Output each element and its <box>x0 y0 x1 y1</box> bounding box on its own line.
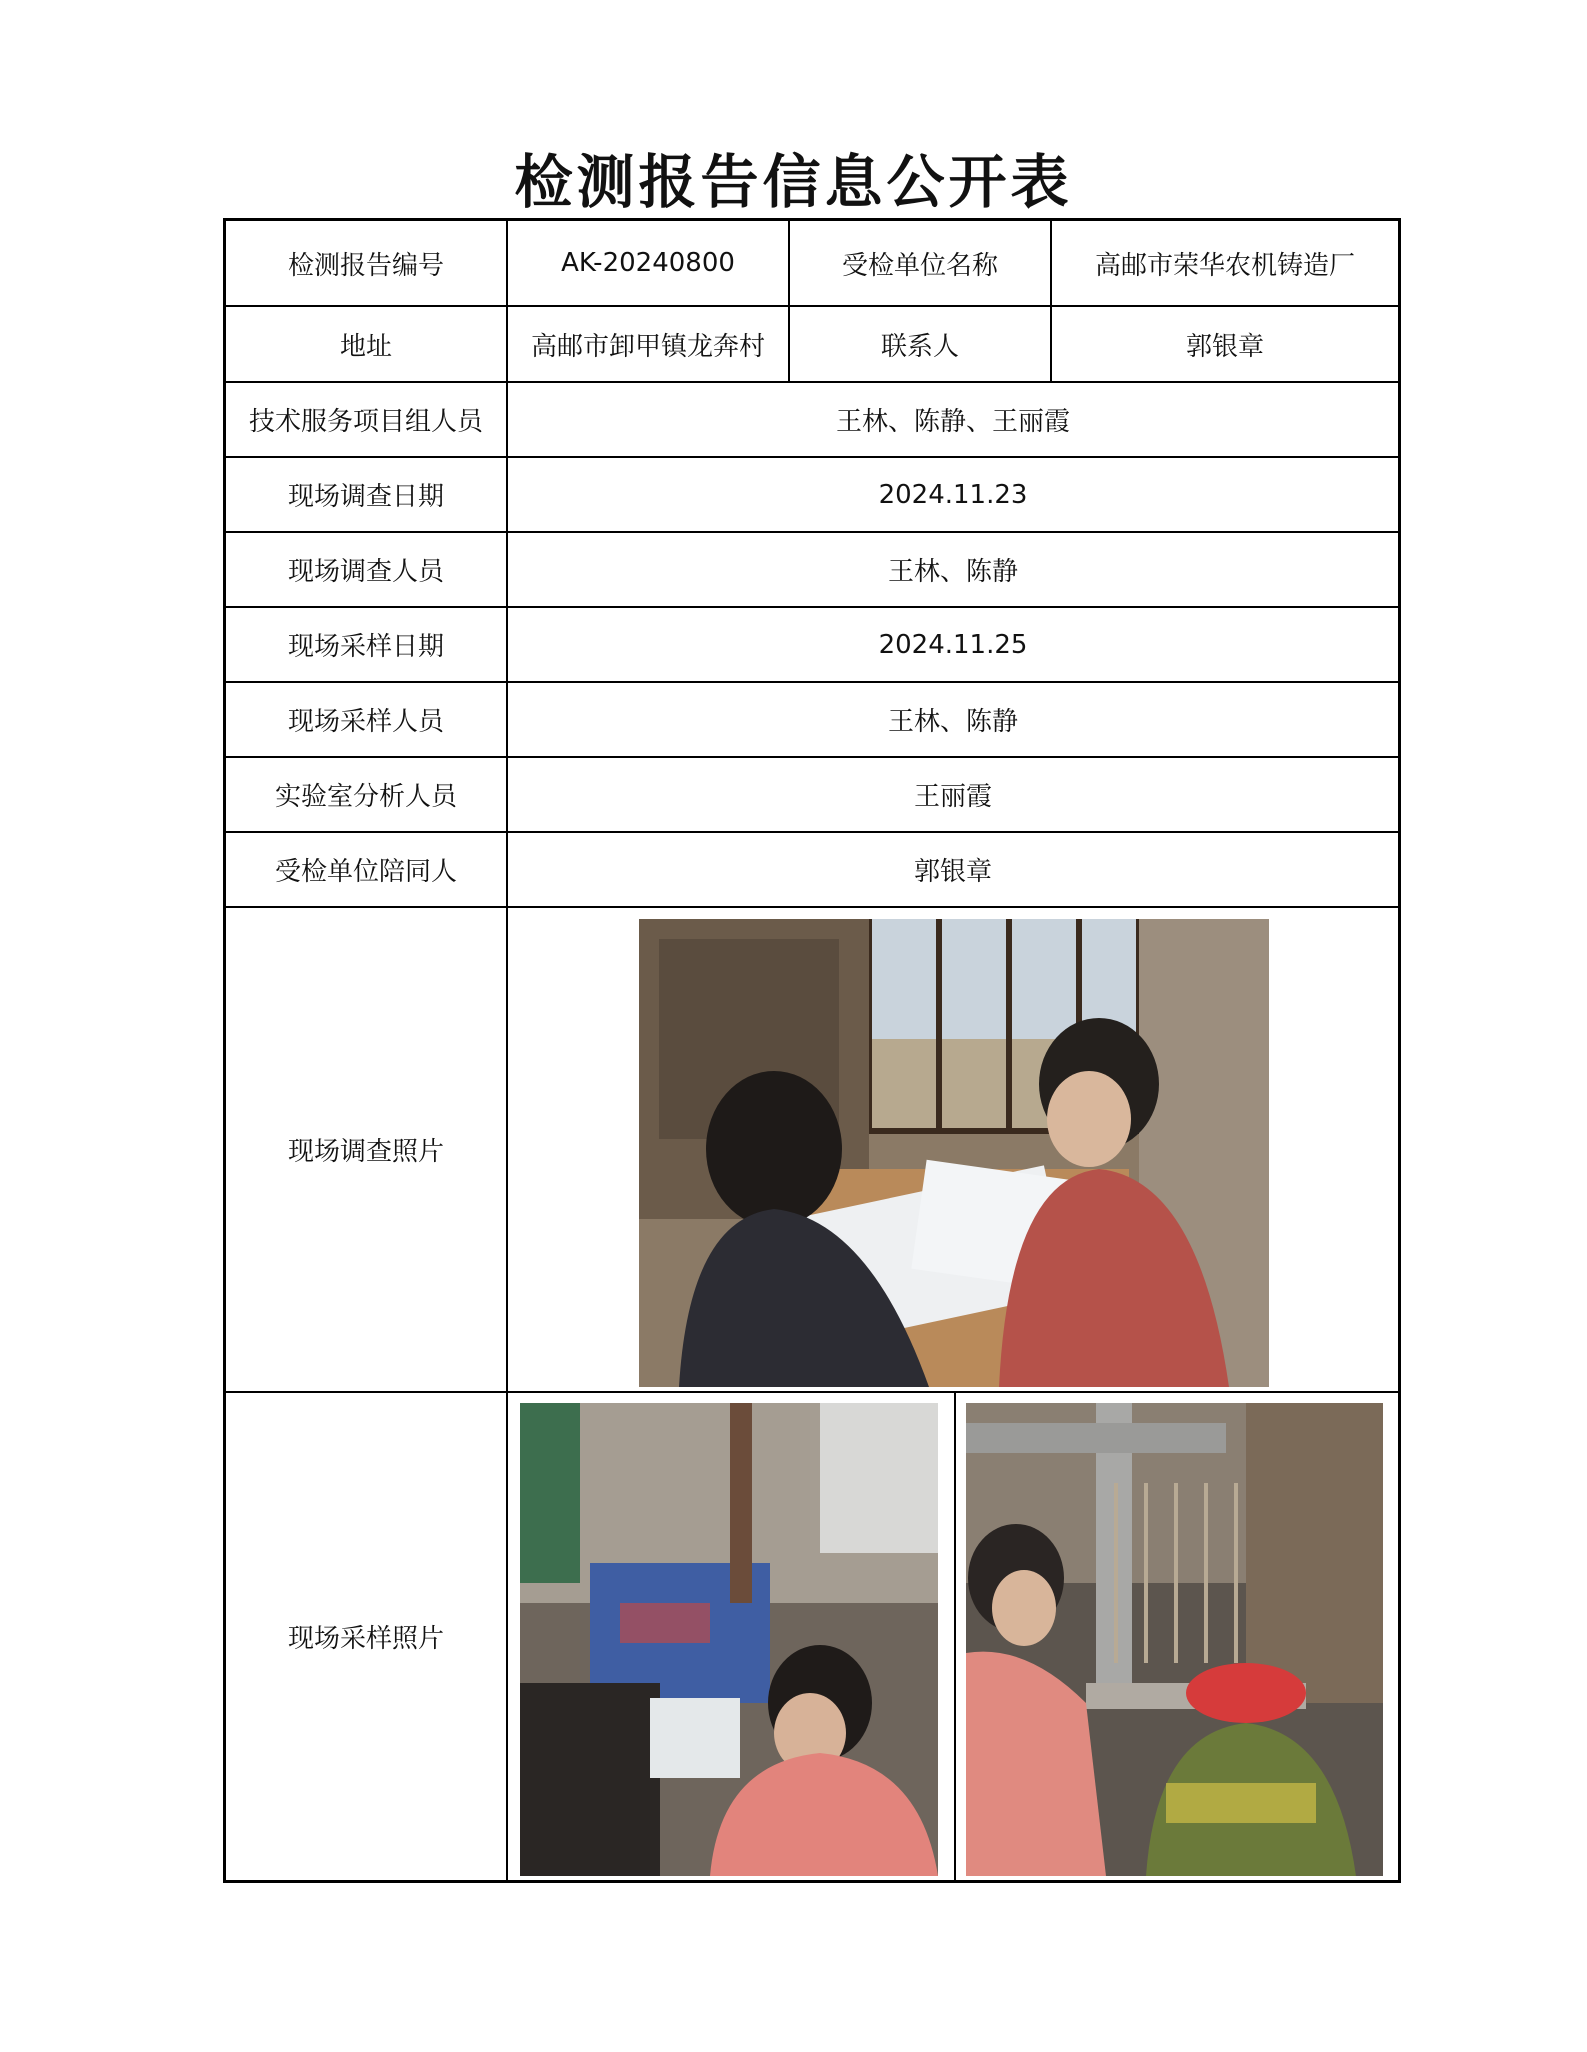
info-table <box>223 218 1401 1883</box>
lab-staff-value: 王丽霞 <box>913 782 992 812</box>
sampling-staff-label: 现场采样人员 <box>287 707 444 737</box>
sampling-photo-1 <box>520 1403 938 1876</box>
contact-value: 郭银章 <box>1185 331 1264 362</box>
sampling-date-value: 2024.11.25 <box>878 629 1028 660</box>
report-no-value: AK-20240800 <box>561 248 735 278</box>
unit-name-label: 受检单位名称 <box>841 250 998 281</box>
sampling-photo-2 <box>966 1403 1383 1876</box>
escort-value: 郭银章 <box>913 857 992 887</box>
team-label: 技术服务项目组人员 <box>248 407 483 437</box>
survey-date-label: 现场调查日期 <box>287 482 444 512</box>
page-title: 检测报告信息公开表 <box>514 148 1073 216</box>
address-value: 高邮市卸甲镇龙奔村 <box>530 331 765 362</box>
survey-staff-label: 现场调查人员 <box>287 557 444 587</box>
report-no-label: 检测报告编号 <box>287 250 444 281</box>
sampling-staff-value: 王林、陈静 <box>887 707 1018 737</box>
survey-photo <box>639 919 1269 1387</box>
unit-name-value: 高邮市荣华农机铸造厂 <box>1094 250 1355 281</box>
contact-label: 联系人 <box>880 331 959 362</box>
survey-date-value: 2024.11.23 <box>878 479 1028 510</box>
escort-label: 受检单位陪同人 <box>274 857 457 887</box>
sampling-date-label: 现场采样日期 <box>287 632 444 662</box>
lab-staff-label: 实验室分析人员 <box>274 782 457 812</box>
sampling-photo-label: 现场采样照片 <box>287 1624 444 1654</box>
survey-staff-value: 王林、陈静 <box>887 557 1018 587</box>
survey-photo-label: 现场调查照片 <box>287 1137 444 1167</box>
address-label: 地址 <box>339 331 392 362</box>
team-value: 王林、陈静、王丽霞 <box>835 407 1070 437</box>
